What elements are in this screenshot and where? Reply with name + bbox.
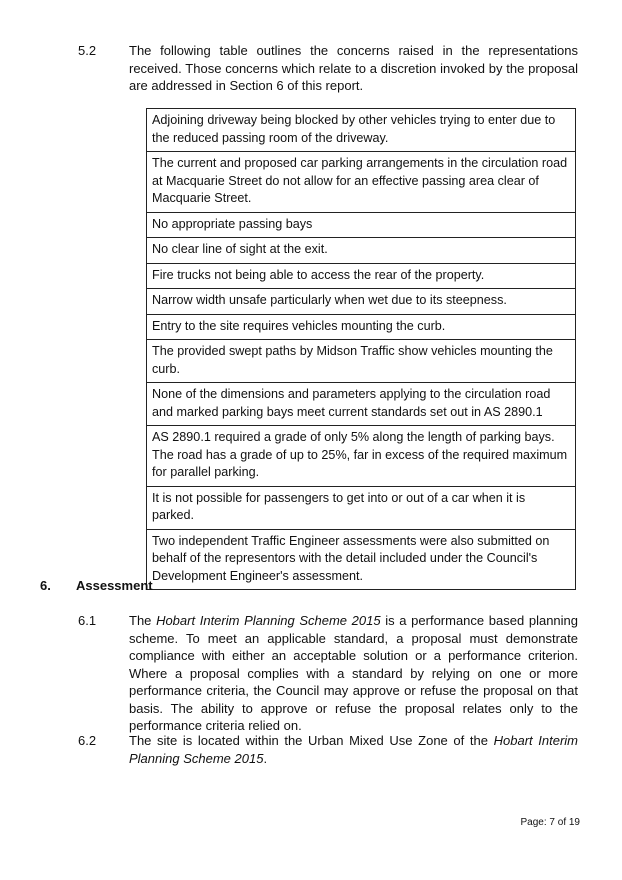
table-row xyxy=(147,238,576,264)
paragraph-number: 6.1 xyxy=(78,613,97,628)
page-number: Page: 7 of 19 xyxy=(520,817,580,828)
concern-cell: None of the dimensions and parameters applying to the circulation road and marked parking bays meet current standards set out in AS 2890.1 xyxy=(147,383,576,426)
text-run: . xyxy=(263,750,268,766)
concern-cell: Entry to the site requires vehicles mounting the curb. xyxy=(147,314,576,340)
table-row xyxy=(147,212,576,238)
table-row xyxy=(147,529,576,590)
section-number: 6. xyxy=(40,578,51,593)
paragraph-number: 5.2 xyxy=(78,43,97,58)
concerns-table xyxy=(146,108,576,590)
concern-cell: Two independent Traffic Engineer assessments were also submitted on behalf of the representors with the detail included under the Council's Development Engineer's assessment. xyxy=(147,529,576,590)
concern-cell: The provided swept paths by Midson Traffic show vehicles mounting the curb. xyxy=(147,340,576,383)
table-row xyxy=(147,486,576,529)
concern-cell: Adjoining driveway being blocked by other vehicles trying to enter due to the reduced passing room of the driveway. xyxy=(147,109,576,152)
table-row xyxy=(147,109,576,152)
table-row xyxy=(147,426,576,487)
text-run: The site is located within the Urban Mixed Use Zone of the xyxy=(129,733,494,748)
concern-cell: Fire trucks not being able to access the rear of the property. xyxy=(147,263,576,289)
concern-cell: AS 2890.1 required a grade of only 5% along the length of parking bays. The road has a grade of up to 25%, far in excess of the required maximum for parallel parking. xyxy=(147,426,576,487)
table-row xyxy=(147,383,576,426)
concern-cell: It is not possible for passengers to get into or out of a car when it is parked. xyxy=(147,486,576,529)
text-run: The xyxy=(129,613,157,628)
scheme-name: Hobart Interim Planning Scheme 2015 xyxy=(156,613,381,628)
concern-cell: No clear line of sight at the exit. xyxy=(147,238,576,264)
paragraph-text xyxy=(129,612,578,735)
table-row xyxy=(147,340,576,383)
paragraph-text: The following table outlines the concerns raised in the representations received. Those concerns which relate to a discretion invoked by the proposal are addressed in Section 6 of this report. xyxy=(129,43,578,93)
concern-cell: Narrow width unsafe particularly when wet due to its steepness. xyxy=(147,289,576,315)
paragraph-number: 6.2 xyxy=(78,733,97,748)
concern-cell: No appropriate passing bays xyxy=(147,212,576,238)
table-row xyxy=(147,263,576,289)
text-run: is a performance based planning scheme. To meet an applicable standard, a proposal must demonstrate compliance with either an acceptable solution or a performance criterion. Where a proposal complies with a standard by relying on one or more performance criteria, the Council may approve or refuse the proposal on that basis. The ability to approve or refuse the proposal relates only to the performance criteria relied on. xyxy=(129,613,579,733)
concern-cell: The current and proposed car parking arrangements in the circulation road at Macquarie Street do not allow for an effective passing area clear of Macquarie Street. xyxy=(147,152,576,213)
table-row xyxy=(147,289,576,315)
section-title: Assessment xyxy=(76,578,153,593)
paragraph-text xyxy=(129,732,578,767)
table-row xyxy=(147,314,576,340)
scheme-name: Hobart Interim Planning Scheme 2015 xyxy=(129,733,578,766)
table-row xyxy=(147,152,576,213)
